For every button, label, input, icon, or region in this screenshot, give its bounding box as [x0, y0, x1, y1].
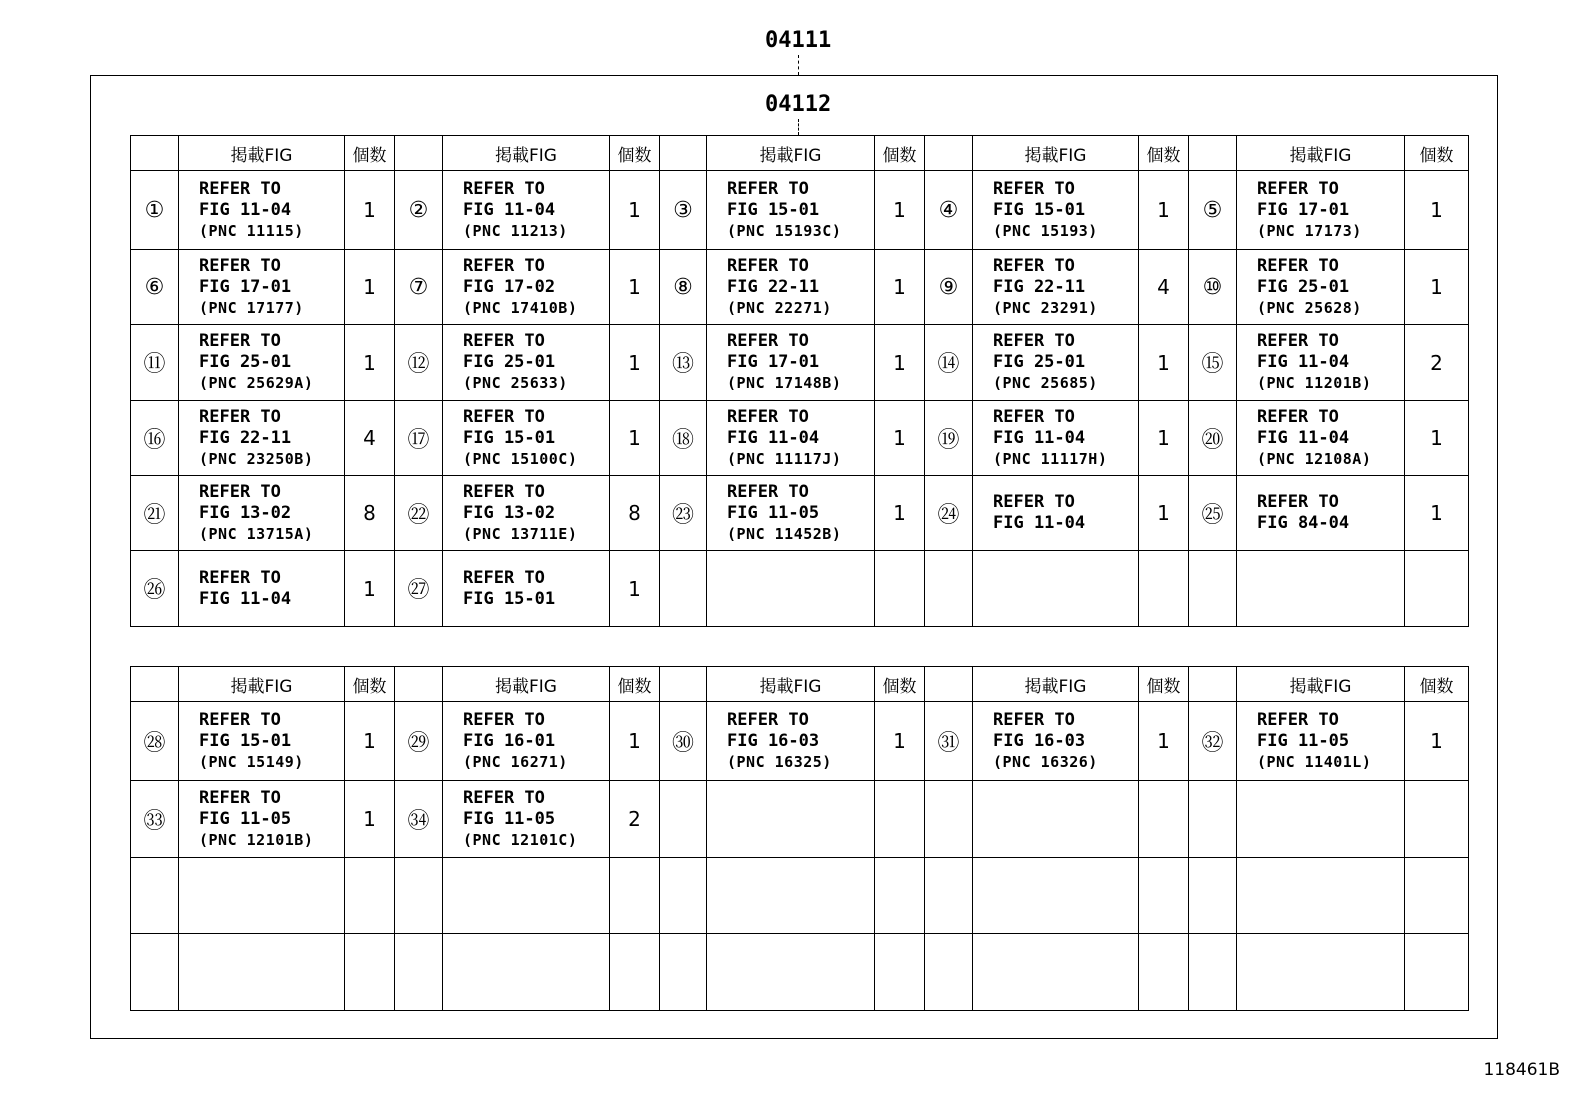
reference-line: REFER TO — [463, 255, 545, 276]
item-number: ⑭ — [925, 325, 973, 401]
pnc-number: (PNC 23291) — [993, 298, 1098, 317]
item-number: ⑱ — [660, 401, 707, 476]
figure-number: FIG 17-01 — [199, 276, 292, 297]
item-number: ㉘ — [131, 702, 179, 781]
item-number: ㉓ — [660, 476, 707, 551]
item-number: ㉛ — [925, 702, 973, 781]
reference-line: REFER TO — [199, 331, 281, 351]
table-row — [131, 551, 1469, 627]
quantity — [1405, 934, 1469, 1011]
pnc-number: (PNC 12101B) — [199, 830, 314, 849]
figure-number: FIG 15-01 — [727, 199, 820, 220]
reference-line: REFER TO — [1257, 492, 1339, 512]
reference-cell — [973, 858, 1139, 934]
quantity: 1 — [610, 551, 660, 627]
quantity — [875, 934, 925, 1011]
header-qty: 個数 — [875, 136, 925, 171]
table-row — [131, 401, 1469, 476]
figure-number: FIG 16-03 — [993, 730, 1086, 751]
table-row — [131, 250, 1469, 325]
item-number: ⑥ — [131, 250, 179, 325]
quantity — [1139, 781, 1189, 858]
reference-cell — [443, 702, 610, 781]
item-number: ① — [131, 171, 179, 250]
reference-line: REFER TO — [199, 567, 281, 588]
reference-cell — [973, 551, 1139, 627]
reference-line: REFER TO — [1257, 331, 1339, 351]
quantity: 1 — [1405, 171, 1469, 250]
quantity — [1405, 781, 1469, 858]
reference-cell — [707, 171, 875, 250]
subassembly-number-label: 04112 — [765, 92, 832, 117]
quantity — [875, 551, 925, 627]
pnc-number: (PNC 16326) — [993, 752, 1098, 771]
parts-table-1 — [130, 135, 1469, 627]
item-number: ⑨ — [925, 250, 973, 325]
header-qty: 個数 — [610, 136, 660, 171]
quantity: 1 — [345, 250, 395, 325]
figure-number: FIG 11-04 — [727, 427, 820, 448]
item-number: ② — [395, 171, 443, 250]
pnc-number: (PNC 11452B) — [727, 524, 842, 543]
reference-line: REFER TO — [199, 481, 281, 502]
header-qty: 個数 — [1139, 667, 1189, 702]
quantity: 4 — [345, 401, 395, 476]
reference-line: REFER TO — [463, 787, 545, 808]
header-blank-cell — [925, 136, 973, 171]
reference-cell — [443, 551, 610, 627]
reference-cell — [1237, 401, 1405, 476]
header-fig: 掲載FIG — [973, 667, 1139, 702]
reference-line: REFER TO — [727, 481, 809, 502]
header-qty: 個数 — [1405, 136, 1469, 171]
figure-number: FIG 11-04 — [199, 199, 292, 220]
pnc-number: (PNC 12108A) — [1257, 449, 1372, 468]
item-number — [1189, 858, 1237, 934]
figure-number: FIG 25-01 — [199, 352, 292, 372]
reference-cell — [443, 476, 610, 551]
document-id: 118461B — [1483, 1060, 1560, 1080]
quantity — [1139, 551, 1189, 627]
figure-number: FIG 22-11 — [993, 276, 1086, 297]
reference-cell — [443, 171, 610, 250]
figure-number: FIG 16-03 — [727, 730, 820, 751]
reference-line: REFER TO — [199, 787, 281, 808]
header-fig: 掲載FIG — [443, 667, 610, 702]
item-number: ⑲ — [925, 401, 973, 476]
reference-line: REFER TO — [727, 406, 809, 427]
reference-line: REFER TO — [463, 709, 545, 730]
item-number: ⑬ — [660, 325, 707, 401]
pnc-number: (PNC 11117H) — [993, 449, 1108, 468]
figure-number: FIG 25-01 — [1257, 276, 1350, 297]
quantity: 1 — [875, 325, 925, 401]
item-number: ㉒ — [395, 476, 443, 551]
figure-number: FIG 13-02 — [199, 502, 292, 523]
quantity — [875, 858, 925, 934]
reference-cell — [1237, 702, 1405, 781]
reference-cell — [973, 934, 1139, 1011]
reference-cell — [1237, 476, 1405, 551]
quantity: 2 — [610, 781, 660, 858]
reference-cell — [707, 476, 875, 551]
header-blank-cell — [395, 667, 443, 702]
reference-cell — [1237, 781, 1405, 858]
pnc-number: (PNC 15100C) — [463, 449, 578, 468]
pnc-number: (PNC 11213) — [463, 221, 568, 240]
table-row — [131, 476, 1469, 551]
reference-line: REFER TO — [1257, 255, 1339, 276]
table-row — [131, 171, 1469, 250]
item-number: ⑧ — [660, 250, 707, 325]
figure-number: FIG 84-04 — [1257, 513, 1350, 533]
quantity: 1 — [345, 551, 395, 627]
item-number: ⑤ — [1189, 171, 1237, 250]
quantity: 4 — [1139, 250, 1189, 325]
header-blank-cell — [131, 667, 179, 702]
pnc-number: (PNC 13711E) — [463, 524, 578, 543]
header-blank-cell — [660, 667, 707, 702]
reference-cell — [443, 325, 610, 401]
quantity — [875, 781, 925, 858]
quantity: 1 — [1405, 250, 1469, 325]
reference-line: REFER TO — [993, 709, 1075, 730]
leader-line-top — [798, 55, 799, 75]
reference-cell — [179, 250, 345, 325]
figure-number: FIG 22-11 — [727, 276, 820, 297]
reference-line: REFER TO — [199, 178, 281, 199]
figure-number: FIG 11-04 — [463, 199, 556, 220]
item-number: ㉑ — [131, 476, 179, 551]
reference-line: REFER TO — [1257, 178, 1339, 199]
reference-line: REFER TO — [199, 406, 281, 427]
quantity: 8 — [345, 476, 395, 551]
pnc-number: (PNC 17410B) — [463, 298, 578, 317]
item-number — [131, 858, 179, 934]
figure-number: FIG 22-11 — [199, 427, 292, 448]
header-blank-cell — [395, 136, 443, 171]
quantity: 1 — [1405, 702, 1469, 781]
figure-number: FIG 25-01 — [993, 352, 1086, 372]
quantity: 1 — [1139, 702, 1189, 781]
pnc-number: (PNC 11401L) — [1257, 752, 1372, 771]
pnc-number: (PNC 13715A) — [199, 524, 314, 543]
item-number: ㉜ — [1189, 702, 1237, 781]
figure-number: FIG 11-04 — [1257, 427, 1350, 448]
figure-number: FIG 16-01 — [463, 730, 556, 751]
pnc-number: (PNC 15193) — [993, 221, 1098, 240]
reference-cell — [443, 401, 610, 476]
reference-cell — [1237, 325, 1405, 401]
item-number: ㉕ — [1189, 476, 1237, 551]
assembly-number-label: 04111 — [765, 28, 832, 53]
quantity: 1 — [345, 702, 395, 781]
quantity: 1 — [875, 250, 925, 325]
quantity: 1 — [610, 401, 660, 476]
quantity: 1 — [345, 325, 395, 401]
figure-number: FIG 11-04 — [1257, 352, 1350, 372]
reference-cell — [179, 476, 345, 551]
item-number: ④ — [925, 171, 973, 250]
item-number — [925, 551, 973, 627]
quantity: 1 — [875, 401, 925, 476]
reference-line: REFER TO — [727, 178, 809, 199]
quantity — [610, 934, 660, 1011]
figure-number: FIG 11-05 — [727, 502, 820, 523]
header-fig: 掲載FIG — [1237, 136, 1405, 171]
reference-line: REFER TO — [1257, 709, 1339, 730]
header-fig: 掲載FIG — [1237, 667, 1405, 702]
pnc-number: (PNC 15149) — [199, 752, 304, 771]
reference-line: REFER TO — [727, 331, 809, 351]
item-number: ⑯ — [131, 401, 179, 476]
parts-table-2 — [130, 666, 1469, 1011]
header-qty: 個数 — [345, 136, 395, 171]
quantity: 1 — [1139, 171, 1189, 250]
pnc-number: (PNC 23250B) — [199, 449, 314, 468]
reference-cell — [707, 551, 875, 627]
item-number: ⑩ — [1189, 250, 1237, 325]
reference-cell — [1237, 250, 1405, 325]
pnc-number: (PNC 17173) — [1257, 221, 1362, 240]
quantity: 1 — [875, 702, 925, 781]
figure-number: FIG 25-01 — [463, 352, 556, 372]
quantity — [1139, 934, 1189, 1011]
header-qty: 個数 — [1405, 667, 1469, 702]
pnc-number: (PNC 12101C) — [463, 830, 578, 849]
reference-line: REFER TO — [993, 178, 1075, 199]
reference-line: REFER TO — [727, 709, 809, 730]
header-blank-cell — [660, 136, 707, 171]
item-number — [660, 934, 707, 1011]
quantity: 1 — [345, 781, 395, 858]
reference-cell — [973, 171, 1139, 250]
reference-line: REFER TO — [727, 255, 809, 276]
item-number — [1189, 551, 1237, 627]
item-number: ㉔ — [925, 476, 973, 551]
reference-cell — [973, 250, 1139, 325]
reference-line: REFER TO — [993, 331, 1075, 351]
quantity: 1 — [1405, 401, 1469, 476]
item-number — [660, 858, 707, 934]
header-fig: 掲載FIG — [973, 136, 1139, 171]
figure-number: FIG 15-01 — [463, 588, 556, 609]
reference-line: REFER TO — [199, 709, 281, 730]
reference-cell — [443, 934, 610, 1011]
figure-number: FIG 17-02 — [463, 276, 556, 297]
pnc-number: (PNC 17177) — [199, 298, 304, 317]
pnc-number: (PNC 25685) — [993, 374, 1098, 392]
reference-cell — [443, 858, 610, 934]
header-fig: 掲載FIG — [179, 667, 345, 702]
reference-line: REFER TO — [463, 331, 545, 351]
reference-cell — [179, 551, 345, 627]
reference-cell — [973, 781, 1139, 858]
item-number: ㉖ — [131, 551, 179, 627]
figure-number: FIG 11-05 — [1257, 730, 1350, 751]
header-qty: 個数 — [1139, 136, 1189, 171]
item-number — [925, 858, 973, 934]
item-number: ⑦ — [395, 250, 443, 325]
item-number — [131, 934, 179, 1011]
item-number: ㉞ — [395, 781, 443, 858]
item-number: ⑰ — [395, 401, 443, 476]
header-fig: 掲載FIG — [443, 136, 610, 171]
table-row — [131, 781, 1469, 858]
pnc-number: (PNC 16325) — [727, 752, 832, 771]
item-number — [1189, 781, 1237, 858]
pnc-number: (PNC 25633) — [463, 374, 568, 392]
quantity — [1405, 551, 1469, 627]
reference-cell — [707, 781, 875, 858]
quantity: 1 — [610, 325, 660, 401]
header-blank-cell — [131, 136, 179, 171]
figure-number: FIG 13-02 — [463, 502, 556, 523]
pnc-number: (PNC 11201B) — [1257, 374, 1372, 392]
reference-line: REFER TO — [463, 178, 545, 199]
table-row — [131, 858, 1469, 934]
quantity: 1 — [1139, 476, 1189, 551]
table-header-row — [131, 667, 1469, 702]
figure-number: FIG 11-05 — [463, 808, 556, 829]
reference-cell — [179, 325, 345, 401]
item-number — [395, 934, 443, 1011]
reference-cell — [973, 702, 1139, 781]
pnc-number: (PNC 17148B) — [727, 374, 842, 392]
item-number: ⑪ — [131, 325, 179, 401]
reference-cell — [1237, 934, 1405, 1011]
figure-number: FIG 17-01 — [1257, 199, 1350, 220]
reference-cell — [443, 250, 610, 325]
reference-line: REFER TO — [199, 255, 281, 276]
reference-line: REFER TO — [993, 255, 1075, 276]
table-row — [131, 325, 1469, 401]
leader-line-inner — [798, 119, 799, 135]
item-number — [660, 551, 707, 627]
table-header-row — [131, 136, 1469, 171]
item-number — [925, 781, 973, 858]
figure-number: FIG 15-01 — [463, 427, 556, 448]
quantity: 1 — [1405, 476, 1469, 551]
reference-line: REFER TO — [463, 567, 545, 588]
item-number — [395, 858, 443, 934]
header-qty: 個数 — [345, 667, 395, 702]
quantity — [1405, 858, 1469, 934]
quantity — [345, 934, 395, 1011]
reference-cell — [707, 325, 875, 401]
reference-cell — [179, 858, 345, 934]
header-fig: 掲載FIG — [707, 136, 875, 171]
header-blank-cell — [1189, 136, 1237, 171]
header-qty: 個数 — [875, 667, 925, 702]
item-number — [1189, 934, 1237, 1011]
quantity: 1 — [345, 171, 395, 250]
item-number: ㉙ — [395, 702, 443, 781]
reference-cell — [1237, 858, 1405, 934]
quantity: 1 — [875, 171, 925, 250]
item-number: ⑫ — [395, 325, 443, 401]
reference-cell — [443, 781, 610, 858]
quantity: 1 — [610, 250, 660, 325]
reference-cell — [707, 858, 875, 934]
figure-number: FIG 11-04 — [199, 588, 292, 609]
quantity: 1 — [610, 171, 660, 250]
quantity: 8 — [610, 476, 660, 551]
pnc-number: (PNC 22271) — [727, 298, 832, 317]
header-blank-cell — [1189, 667, 1237, 702]
reference-cell — [179, 781, 345, 858]
quantity: 2 — [1405, 325, 1469, 401]
item-number: ⑳ — [1189, 401, 1237, 476]
reference-line: REFER TO — [463, 406, 545, 427]
header-blank-cell — [925, 667, 973, 702]
pnc-number: (PNC 15193C) — [727, 221, 842, 240]
reference-cell — [707, 702, 875, 781]
reference-cell — [707, 250, 875, 325]
pnc-number: (PNC 16271) — [463, 752, 568, 771]
item-number: ⑮ — [1189, 325, 1237, 401]
item-number — [660, 781, 707, 858]
figure-number: FIG 17-01 — [727, 352, 820, 372]
quantity — [610, 858, 660, 934]
item-number — [925, 934, 973, 1011]
reference-cell — [973, 325, 1139, 401]
quantity: 1 — [875, 476, 925, 551]
figure-number: FIG 11-04 — [993, 427, 1086, 448]
pnc-number: (PNC 11115) — [199, 221, 304, 240]
item-number: ㉚ — [660, 702, 707, 781]
pnc-number: (PNC 25628) — [1257, 298, 1362, 317]
figure-number: FIG 11-05 — [199, 808, 292, 829]
quantity: 1 — [1139, 325, 1189, 401]
item-number: ③ — [660, 171, 707, 250]
quantity — [1139, 858, 1189, 934]
figure-number: FIG 15-01 — [993, 199, 1086, 220]
table-row — [131, 702, 1469, 781]
quantity: 1 — [610, 702, 660, 781]
pnc-number: (PNC 25629A) — [199, 374, 314, 392]
header-fig: 掲載FIG — [707, 667, 875, 702]
item-number: ㉗ — [395, 551, 443, 627]
reference-line: REFER TO — [993, 492, 1075, 512]
reference-line: REFER TO — [1257, 406, 1339, 427]
quantity — [345, 858, 395, 934]
header-fig: 掲載FIG — [179, 136, 345, 171]
figure-number: FIG 15-01 — [199, 730, 292, 751]
reference-line: REFER TO — [993, 406, 1075, 427]
reference-cell — [707, 934, 875, 1011]
item-number: ㉝ — [131, 781, 179, 858]
reference-cell — [179, 401, 345, 476]
reference-cell — [973, 476, 1139, 551]
reference-cell — [707, 401, 875, 476]
reference-cell — [1237, 171, 1405, 250]
reference-cell — [1237, 551, 1405, 627]
reference-line: REFER TO — [463, 481, 545, 502]
header-qty: 個数 — [610, 667, 660, 702]
table-row — [131, 934, 1469, 1011]
pnc-number: (PNC 11117J) — [727, 449, 842, 468]
reference-cell — [179, 171, 345, 250]
reference-cell — [179, 702, 345, 781]
reference-cell — [179, 934, 345, 1011]
figure-number: FIG 11-04 — [993, 513, 1086, 533]
quantity: 1 — [1139, 401, 1189, 476]
reference-cell — [973, 401, 1139, 476]
